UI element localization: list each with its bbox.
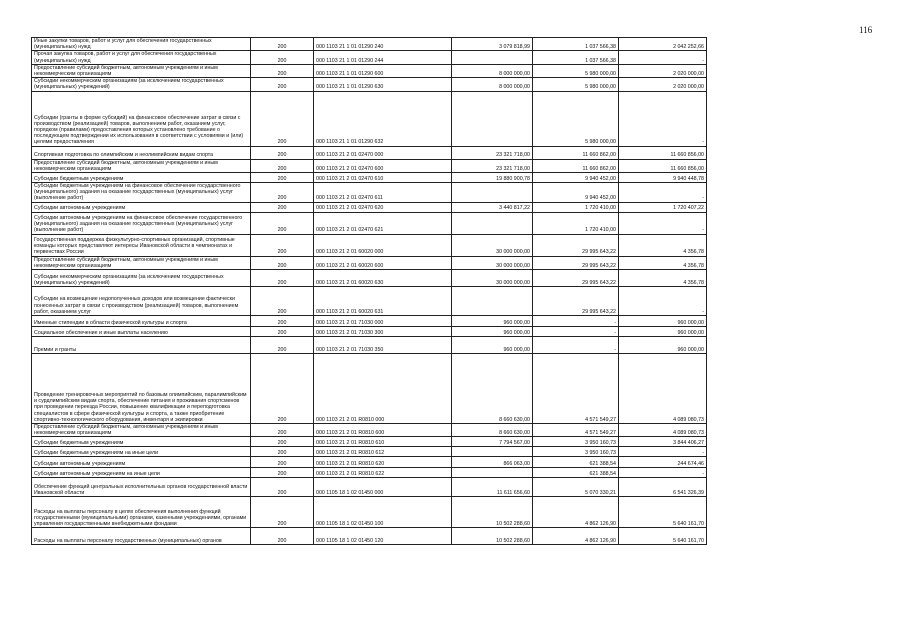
row-name-cell: Расходы на выплаты персоналу в целях обеспечения выполнения функций государственными (муниципальными) органами, казенными учреждениями, органами управления государственными внебюджетными фондами [32, 497, 251, 528]
row-unexecuted-cell: 1 720 407,22 [619, 202, 707, 212]
row-code-cell: 200 [251, 327, 314, 337]
row-code-cell: 200 [251, 447, 314, 457]
row-name-cell: Субсидии бюджетным учреждениям на иные цели [32, 447, 251, 457]
row-code-cell: 200 [251, 497, 314, 528]
row-code-cell: 200 [251, 146, 314, 159]
row-code-cell: 200 [251, 437, 314, 447]
row-approved-cell: 866 063,00 [452, 457, 533, 468]
row-executed-cell: 29 995 643,22 [533, 270, 619, 287]
row-approved-cell: 30 000 000,00 [452, 270, 533, 287]
row-unexecuted-cell: 9 940 448,78 [619, 173, 707, 183]
row-unexecuted-cell: - [619, 447, 707, 457]
row-name-cell: Субсидии бюджетным учреждениям [32, 437, 251, 447]
row-unexecuted-cell: 960 000,00 [619, 337, 707, 354]
row-name-cell: Субсидии автономным учреждениям [32, 202, 251, 212]
row-unexecuted-cell: 11 660 856,00 [619, 159, 707, 172]
row-code-cell: 200 [251, 316, 314, 327]
row-code-cell: 200 [251, 159, 314, 172]
row-classification-cell: 000 1103 21 1 01 01290 240 [314, 38, 452, 51]
row-executed-cell: 11 660 862,00 [533, 146, 619, 159]
row-executed-cell: 3 950 160,73 [533, 447, 619, 457]
row-unexecuted-cell: 4 089 080,73 [619, 424, 707, 437]
row-unexecuted-cell: 4 356,78 [619, 256, 707, 269]
row-name-cell: Государственная поддержка физкультурно-спортивных организаций, спортивные команды которых представляют интересы Ивановской области в чемпионатах и первенствах России [32, 234, 251, 256]
table-row [32, 64, 707, 77]
row-approved-cell [452, 91, 533, 146]
row-unexecuted-cell: - [619, 91, 707, 146]
row-classification-cell: 000 1105 18 1 02 01450 000 [314, 478, 452, 497]
row-executed-cell: 4 862 126,90 [533, 497, 619, 528]
row-unexecuted-cell: 960 000,00 [619, 327, 707, 337]
table-row [32, 183, 707, 203]
table-row [32, 447, 707, 457]
row-executed-cell: - [533, 327, 619, 337]
row-unexecuted-cell: - [619, 212, 707, 234]
row-code-cell: 200 [251, 38, 314, 51]
row-approved-cell: 10 502 288,60 [452, 528, 533, 545]
row-approved-cell: 3 440 817,22 [452, 202, 533, 212]
row-executed-cell: 9 940 452,00 [533, 183, 619, 203]
row-executed-cell: 5 980 000,00 [533, 91, 619, 146]
row-approved-cell: 8 660 630,00 [452, 354, 533, 424]
row-approved-cell [452, 468, 533, 478]
row-code-cell: 200 [251, 468, 314, 478]
row-code-cell: 200 [251, 457, 314, 468]
row-approved-cell: 19 880 900,78 [452, 173, 533, 183]
table-row [32, 51, 707, 64]
row-classification-cell: 000 1103 21 1 01 01290 600 [314, 64, 452, 77]
row-unexecuted-cell: 3 844 406,27 [619, 437, 707, 447]
row-unexecuted-cell: 4 356,78 [619, 270, 707, 287]
row-approved-cell: 10 502 288,60 [452, 497, 533, 528]
table-row [32, 528, 707, 545]
row-approved-cell: 8 000 000,00 [452, 64, 533, 77]
row-executed-cell: 29 995 643,22 [533, 234, 619, 256]
row-name-cell: Спортивная подготовка по олимпийским и неолимпийским видам спорта [32, 146, 251, 159]
table-row [32, 457, 707, 468]
row-approved-cell: 30 000 000,00 [452, 234, 533, 256]
row-name-cell: Прочая закупка товаров, работ и услуг для обеспечения государственных (муниципальных) нужд [32, 51, 251, 64]
row-classification-cell: 000 1103 21 2 01 71030 000 [314, 316, 452, 327]
row-unexecuted-cell: 960 000,00 [619, 316, 707, 327]
row-executed-cell: 621 388,54 [533, 457, 619, 468]
row-executed-cell: 3 950 160,73 [533, 437, 619, 447]
table-row [32, 327, 707, 337]
table-row [32, 468, 707, 478]
table-row [32, 202, 707, 212]
row-executed-cell: 1 037 566,38 [533, 38, 619, 51]
table-row [32, 38, 707, 51]
table-row [32, 497, 707, 528]
row-approved-cell: 23 321 718,00 [452, 146, 533, 159]
row-unexecuted-cell: 2 042 252,66 [619, 38, 707, 51]
row-approved-cell: 30 000 000,00 [452, 256, 533, 269]
budget-execution-table [31, 37, 707, 545]
table-row [32, 424, 707, 437]
row-classification-cell: 000 1103 21 2 01 R0810 000 [314, 354, 452, 424]
row-approved-cell [452, 287, 533, 316]
row-code-cell: 200 [251, 202, 314, 212]
row-classification-cell: 000 1103 21 2 01 71030 350 [314, 337, 452, 354]
row-name-cell: Иные закупки товаров, работ и услуг для обеспечения государственных (муниципальных) нужд [32, 38, 251, 51]
row-executed-cell: 4 571 549,27 [533, 354, 619, 424]
row-classification-cell: 000 1103 21 2 01 02470 621 [314, 212, 452, 234]
row-classification-cell: 000 1103 21 2 01 R0810 612 [314, 447, 452, 457]
row-executed-cell: 1 037 566,38 [533, 51, 619, 64]
table-row [32, 337, 707, 354]
row-classification-cell: 000 1103 21 2 01 60020 630 [314, 270, 452, 287]
row-code-cell: 200 [251, 78, 314, 91]
row-executed-cell: 5 070 330,21 [533, 478, 619, 497]
row-name-cell: Субсидии бюджетным учреждениям на финансовое обеспечение государственного (муниципального) задания на оказание государственных (муниципальных) услуг (выполнение работ) [32, 183, 251, 203]
row-name-cell: Субсидии на возмещение недополученных доходов или возмещение фактически понесенных затрат в связи с производством (реализацией) товаров, выполнением работ, оказанием услуг [32, 287, 251, 316]
row-name-cell: Предоставление субсидий бюджетным, автономным учреждениям и иным некоммерческим организациям [32, 64, 251, 77]
row-code-cell: 200 [251, 256, 314, 269]
row-unexecuted-cell: 5 640 161,70 [619, 497, 707, 528]
table-row [32, 287, 707, 316]
table-row [32, 256, 707, 269]
row-unexecuted-cell: 4 089 080,73 [619, 354, 707, 424]
row-executed-cell: 1 720 410,00 [533, 212, 619, 234]
row-classification-cell: 000 1103 21 2 01 60020 000 [314, 234, 452, 256]
row-classification-cell: 000 1103 21 2 01 02470 620 [314, 202, 452, 212]
row-approved-cell: 960 000,00 [452, 316, 533, 327]
row-name-cell: Субсидии автономным учреждениям [32, 457, 251, 468]
row-executed-cell: - [533, 316, 619, 327]
row-code-cell: 200 [251, 528, 314, 545]
row-classification-cell: 000 1105 18 1 02 01450 100 [314, 497, 452, 528]
row-approved-cell: 8 660 630,00 [452, 424, 533, 437]
row-code-cell: 200 [251, 64, 314, 77]
row-code-cell: 200 [251, 173, 314, 183]
row-name-cell: Проведение тренировочных мероприятий по базовым олимпийским, паралимпийским и сурдлимпийским видам спорта, обеспечение питания и проживания спортсменов при проведении переезда России, повышение квалификации и переподготовка специалистов в сфере физической культуры и спорта, а также приобретение спортивно-технологического оборудования, инвентаря и экипировки [32, 354, 251, 424]
row-code-cell: 200 [251, 287, 314, 316]
row-executed-cell: 29 995 643,22 [533, 287, 619, 316]
row-executed-cell: 9 940 452,00 [533, 173, 619, 183]
row-approved-cell: 960 000,00 [452, 337, 533, 354]
row-approved-cell [452, 51, 533, 64]
row-approved-cell: 11 611 656,60 [452, 478, 533, 497]
row-name-cell: Субсидии бюджетным учреждениям [32, 173, 251, 183]
table-row [32, 270, 707, 287]
row-code-cell: 200 [251, 183, 314, 203]
row-approved-cell: 3 079 818,99 [452, 38, 533, 51]
row-unexecuted-cell: 244 674,46 [619, 457, 707, 468]
row-classification-cell: 000 1103 21 1 01 01290 632 [314, 91, 452, 146]
row-approved-cell [452, 447, 533, 457]
table-row [32, 354, 707, 424]
row-approved-cell: 23 321 718,00 [452, 159, 533, 172]
row-unexecuted-cell: - [619, 468, 707, 478]
row-unexecuted-cell: - [619, 51, 707, 64]
table-row [32, 78, 707, 91]
row-code-cell: 200 [251, 234, 314, 256]
row-classification-cell: 000 1103 21 2 01 R0810 622 [314, 468, 452, 478]
row-name-cell: Субсидии некоммерческим организациям (за исключением государственных (муниципальных) учреждений) [32, 270, 251, 287]
table-row [32, 478, 707, 497]
row-classification-cell: 000 1103 21 2 01 02470 610 [314, 173, 452, 183]
row-classification-cell: 000 1103 21 2 01 R0810 620 [314, 457, 452, 468]
row-classification-cell: 000 1103 21 2 01 60020 600 [314, 256, 452, 269]
row-executed-cell: 4 571 549,27 [533, 424, 619, 437]
row-unexecuted-cell: 4 356,78 [619, 234, 707, 256]
row-classification-cell: 000 1103 21 1 01 01290 244 [314, 51, 452, 64]
row-code-cell: 200 [251, 270, 314, 287]
row-unexecuted-cell: 5 640 161,70 [619, 528, 707, 545]
row-name-cell: Субсидии автономным учреждениям на финансовое обеспечение государственного (муниципального) задания на оказание государственных (муниципальных) услуг (выполнение работ) [32, 212, 251, 234]
row-unexecuted-cell: 2 020 000,00 [619, 64, 707, 77]
row-unexecuted-cell: 6 541 326,39 [619, 478, 707, 497]
row-code-cell: 200 [251, 212, 314, 234]
row-unexecuted-cell: - [619, 287, 707, 316]
row-name-cell: Предоставление субсидий бюджетным, автономным учреждениям и иным некоммерческим организациям [32, 256, 251, 269]
table-row [32, 316, 707, 327]
row-name-cell: Предоставление субсидий бюджетным, автономным учреждениям и иным некоммерческим организациям [32, 159, 251, 172]
row-executed-cell: 29 995 643,22 [533, 256, 619, 269]
row-classification-cell: 000 1103 21 2 01 R0810 600 [314, 424, 452, 437]
row-name-cell: Социальное обеспечение и иные выплаты населению [32, 327, 251, 337]
row-code-cell: 200 [251, 424, 314, 437]
row-classification-cell: 000 1103 21 2 01 71030 300 [314, 327, 452, 337]
row-approved-cell [452, 212, 533, 234]
row-classification-cell: 000 1103 21 1 01 01290 630 [314, 78, 452, 91]
row-classification-cell: 000 1103 21 2 01 60020 631 [314, 287, 452, 316]
row-executed-cell: 5 980 000,00 [533, 78, 619, 91]
row-classification-cell: 000 1103 21 2 01 02470 000 [314, 146, 452, 159]
table-row [32, 173, 707, 183]
row-name-cell: Обеспечение функций центральных исполнительных органов государственной власти Ивановской области [32, 478, 251, 497]
row-code-cell: 200 [251, 51, 314, 64]
row-classification-cell: 000 1103 21 2 01 02470 600 [314, 159, 452, 172]
row-name-cell: Именные стипендии в области физической культуры и спорта [32, 316, 251, 327]
row-name-cell: Премии и гранты [32, 337, 251, 354]
row-executed-cell: - [533, 337, 619, 354]
row-executed-cell: 621 388,54 [533, 468, 619, 478]
row-approved-cell: 7 794 567,00 [452, 437, 533, 447]
table-row [32, 159, 707, 172]
table-body [32, 38, 707, 545]
row-name-cell: Субсидии некоммерческим организациям (за исключением государственных (муниципальных) учреждений) [32, 78, 251, 91]
row-classification-cell: 000 1103 21 2 01 02470 611 [314, 183, 452, 203]
row-name-cell: Субсидии (гранты в форме субсидий) на финансовое обеспечение затрат в связи с производством (реализацией) товаров, выполнением работ, оказанием услуг, порядком (правилами) предоставления которых установлено требование о последующем подтверждении их использования в соответствии с условиями и (или) целями предоставления [32, 91, 251, 146]
row-executed-cell: 5 980 000,00 [533, 64, 619, 77]
row-executed-cell: 11 660 862,00 [533, 159, 619, 172]
row-approved-cell: 8 000 000,00 [452, 78, 533, 91]
table-row [32, 212, 707, 234]
page-number: 116 [859, 25, 873, 35]
table-row [32, 234, 707, 256]
row-code-cell: 200 [251, 91, 314, 146]
row-code-cell: 200 [251, 337, 314, 354]
row-code-cell: 200 [251, 354, 314, 424]
row-approved-cell [452, 183, 533, 203]
row-approved-cell: 960 000,00 [452, 327, 533, 337]
table-row [32, 91, 707, 146]
row-executed-cell: 4 862 126,90 [533, 528, 619, 545]
row-executed-cell: 1 720 410,00 [533, 202, 619, 212]
row-unexecuted-cell: 2 020 000,00 [619, 78, 707, 91]
row-classification-cell: 000 1105 18 1 02 01450 120 [314, 528, 452, 545]
row-unexecuted-cell: 11 660 856,00 [619, 146, 707, 159]
row-code-cell: 200 [251, 478, 314, 497]
row-name-cell: Субсидии автономным учреждениям на иные цели [32, 468, 251, 478]
table-row [32, 146, 707, 159]
row-classification-cell: 000 1103 21 2 01 R0810 610 [314, 437, 452, 447]
table-row [32, 437, 707, 447]
row-name-cell: Расходы на выплаты персоналу государственных (муниципальных) органов [32, 528, 251, 545]
row-name-cell: Предоставление субсидий бюджетным, автономным учреждениям и иным некоммерческим организациям [32, 424, 251, 437]
row-unexecuted-cell: - [619, 183, 707, 203]
